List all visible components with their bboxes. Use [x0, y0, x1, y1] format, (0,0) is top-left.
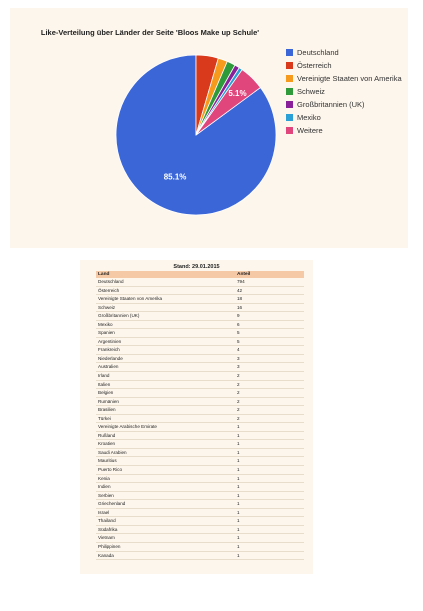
share-cell: 18: [235, 295, 304, 304]
country-cell: Brasilien: [96, 406, 235, 415]
share-cell: 1: [235, 483, 304, 492]
legend-item-grossbritannien-uk: [286, 100, 404, 109]
column-header-country: Land: [96, 271, 235, 278]
chart-legend: [286, 48, 404, 139]
table-panel: [80, 260, 313, 574]
legend-swatch: [286, 88, 293, 95]
table-row: [96, 500, 304, 509]
share-cell: 2: [235, 380, 304, 389]
share-cell: 1: [235, 517, 304, 526]
country-cell: Puerto Rico: [96, 466, 235, 475]
table-row: [96, 431, 304, 440]
country-cell: Kroatien: [96, 440, 235, 449]
table-row: [96, 525, 304, 534]
pie-label-deutschland: 85.1%: [163, 172, 187, 182]
table-row: [96, 508, 304, 517]
share-cell: 2: [235, 397, 304, 406]
table-header-row: [96, 271, 304, 278]
country-likes-table: [96, 271, 304, 560]
legend-item-deutschland: [286, 48, 404, 57]
country-cell: Indien: [96, 483, 235, 492]
country-cell: Australien: [96, 363, 235, 372]
table-row: [96, 448, 304, 457]
legend-label: Österreich: [297, 61, 332, 70]
share-cell: 1: [235, 508, 304, 517]
pie-label-weitere: 5.1%: [228, 88, 247, 98]
share-cell: 1: [235, 491, 304, 500]
share-cell: 794: [235, 278, 304, 286]
country-cell: Deutschland: [96, 278, 235, 286]
table-row: [96, 517, 304, 526]
table-row: [96, 278, 304, 286]
share-cell: 2: [235, 372, 304, 381]
table-row: [96, 542, 304, 551]
share-cell: 1: [235, 431, 304, 440]
legend-swatch: [286, 62, 293, 69]
share-cell: 1: [235, 474, 304, 483]
legend-swatch: [286, 49, 293, 56]
country-cell: Vereinigte Arabische Emirate: [96, 423, 235, 432]
legend-swatch: [286, 114, 293, 121]
legend-label: Weitere: [297, 126, 323, 135]
legend-item-vereinigte-staaten-von-amerika: [286, 74, 404, 83]
share-cell: 1: [235, 500, 304, 509]
pie-chart: [10, 8, 290, 248]
legend-label: Großbritannien (UK): [297, 100, 365, 109]
share-cell: 2: [235, 406, 304, 415]
share-cell: 1: [235, 551, 304, 560]
country-cell: Argentinien: [96, 337, 235, 346]
table-caption: Stand: 29.01.2015: [173, 264, 220, 270]
table-row: [96, 551, 304, 560]
table-row: [96, 329, 304, 338]
column-header-share: Anteil: [235, 271, 304, 278]
table-row: [96, 337, 304, 346]
table-row: [96, 346, 304, 355]
table-row: [96, 372, 304, 381]
table-row: [96, 312, 304, 321]
country-cell: Niederlande: [96, 354, 235, 363]
legend-label: Vereinigte Staaten von Amerika: [297, 74, 402, 83]
share-cell: 16: [235, 303, 304, 312]
table-row: [96, 491, 304, 500]
country-cell: Südafrika: [96, 525, 235, 534]
table-body: [96, 278, 304, 560]
share-cell: 1: [235, 542, 304, 551]
table-row: [96, 474, 304, 483]
country-cell: Saudi Arabien: [96, 448, 235, 457]
table-row: [96, 303, 304, 312]
table-row: [96, 534, 304, 543]
chart-title: Like-Verteilung über Länder der Seite 'Bloos Make up Schule': [40, 28, 260, 37]
legend-swatch: [286, 75, 293, 82]
table-row: [96, 320, 304, 329]
legend-item-osterreich: [286, 61, 404, 70]
table-row: [96, 457, 304, 466]
country-cell: Vereinigte Staaten von Amerika: [96, 295, 235, 304]
country-cell: Großbritannien (UK): [96, 312, 235, 321]
legend-item-weitere: [286, 126, 404, 135]
table-row: [96, 466, 304, 475]
share-cell: 6: [235, 320, 304, 329]
country-cell: Schweiz: [96, 303, 235, 312]
share-cell: 5: [235, 329, 304, 338]
country-cell: Griechenland: [96, 500, 235, 509]
share-cell: 1: [235, 525, 304, 534]
legend-swatch: [286, 127, 293, 134]
table-row: [96, 363, 304, 372]
share-cell: 2: [235, 389, 304, 398]
table-row: [96, 286, 304, 295]
share-cell: 1: [235, 448, 304, 457]
table-row: [96, 483, 304, 492]
share-cell: 1: [235, 466, 304, 475]
chart-panel: [10, 8, 408, 248]
country-cell: Philippinen: [96, 542, 235, 551]
share-cell: 3: [235, 363, 304, 372]
country-cell: Serbien: [96, 491, 235, 500]
legend-item-mexiko: [286, 113, 404, 122]
table-row: [96, 397, 304, 406]
table-row: [96, 354, 304, 363]
country-cell: Türkei: [96, 414, 235, 423]
country-cell: Frankreich: [96, 346, 235, 355]
share-cell: 9: [235, 312, 304, 321]
country-cell: Mauritius: [96, 457, 235, 466]
country-cell: Kanada: [96, 551, 235, 560]
table-row: [96, 380, 304, 389]
share-cell: 1: [235, 534, 304, 543]
legend-label: Schweiz: [297, 87, 325, 96]
share-cell: 5: [235, 337, 304, 346]
country-cell: Mexiko: [96, 320, 235, 329]
country-cell: Israel: [96, 508, 235, 517]
country-cell: Vietnam: [96, 534, 235, 543]
country-cell: Italien: [96, 380, 235, 389]
legend-label: Deutschland: [297, 48, 339, 57]
table-row: [96, 389, 304, 398]
country-cell: Spanien: [96, 329, 235, 338]
table-row: [96, 440, 304, 449]
share-cell: 4: [235, 346, 304, 355]
share-cell: 42: [235, 286, 304, 295]
table-row: [96, 406, 304, 415]
share-cell: 1: [235, 440, 304, 449]
legend-swatch: [286, 101, 293, 108]
table-row: [96, 295, 304, 304]
country-cell: Rußland: [96, 431, 235, 440]
country-cell: Irland: [96, 372, 235, 381]
table-row: [96, 423, 304, 432]
share-cell: 2: [235, 414, 304, 423]
country-cell: Rumänien: [96, 397, 235, 406]
share-cell: 1: [235, 423, 304, 432]
legend-item-schweiz: [286, 87, 404, 96]
share-cell: 1: [235, 457, 304, 466]
legend-label: Mexiko: [297, 113, 321, 122]
country-cell: Belgien: [96, 389, 235, 398]
country-cell: Thailand: [96, 517, 235, 526]
country-cell: Österreich: [96, 286, 235, 295]
share-cell: 3: [235, 354, 304, 363]
country-cell: Kenia: [96, 474, 235, 483]
table-row: [96, 414, 304, 423]
